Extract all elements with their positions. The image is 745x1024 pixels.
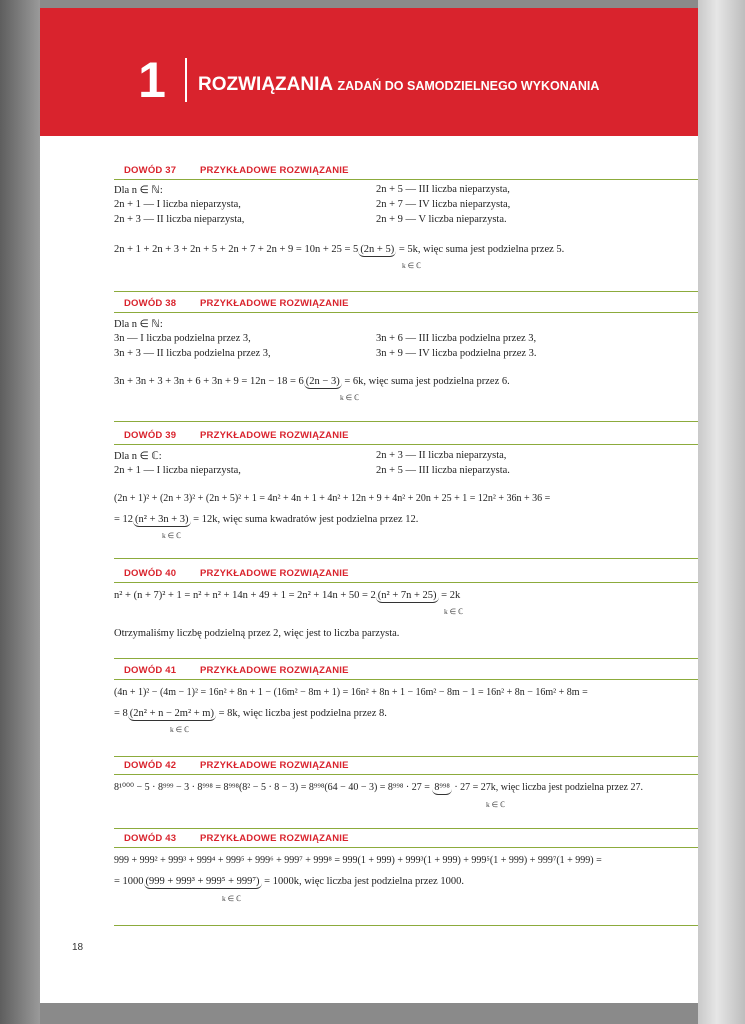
scan-right-edge bbox=[698, 0, 745, 1024]
solution-type: PRZYKŁADOWE ROZWIĄZANIE bbox=[200, 165, 349, 176]
text-line: 2n + 5 — III liczba nieparzysta, bbox=[376, 184, 510, 195]
solution-type: PRZYKŁADOWE ROZWIĄZANIE bbox=[200, 430, 349, 441]
k-integer-label: k ∈ ℂ bbox=[486, 800, 506, 809]
equation bbox=[114, 244, 564, 257]
proof-40 bbox=[114, 568, 698, 660]
eq-pre: 2n + 1 + 2n + 3 + 2n + 5 + 2n + 7 + 2n + 9 = 10n + 25 = 5 bbox=[114, 244, 359, 255]
eq-pre: = 8 bbox=[114, 708, 128, 719]
proof-42 bbox=[114, 760, 698, 830]
k-integer-label: k ∈ ℂ bbox=[340, 393, 360, 402]
equation-line: (2n + 1)² + (2n + 3)² + (2n + 5)² + 1 = 4n² + 4n + 1 + 4n² + 12n + 9 + 4n² + 20n + 25 + 1 = 12n² + 36n + 36 = bbox=[114, 493, 551, 504]
underbrace-term: (2n − 3) bbox=[305, 376, 340, 387]
eq-post: = 5k, więc suma jest podzielna przez 5. bbox=[396, 244, 565, 255]
section-heading bbox=[114, 298, 698, 313]
scan-left-edge bbox=[0, 0, 40, 1024]
solution-type: PRZYKŁADOWE ROZWIĄZANIE bbox=[200, 568, 349, 579]
equation bbox=[114, 876, 464, 889]
proof-label: DOWÓD 43 bbox=[124, 833, 177, 844]
section-heading bbox=[114, 760, 698, 775]
text-line: Dla n ∈ ℕ: bbox=[114, 185, 163, 196]
proof-label: DOWÓD 42 bbox=[124, 760, 177, 771]
solution-type: PRZYKŁADOWE ROZWIĄZANIE bbox=[200, 833, 349, 844]
text-line: 2n + 3 — II liczba nieparzysta, bbox=[376, 450, 507, 461]
eq-post: = 1000k, więc liczba jest podzielna przez 1000. bbox=[261, 876, 464, 887]
k-integer-label: k ∈ ℂ bbox=[170, 725, 190, 734]
chapter-title bbox=[198, 74, 599, 96]
proof-41 bbox=[114, 665, 698, 758]
k-integer-label: k ∈ ℂ bbox=[402, 261, 422, 270]
proof-label: DOWÓD 39 bbox=[124, 430, 177, 441]
underbrace-term: 8⁹⁹⁸ bbox=[434, 782, 450, 793]
proof-37 bbox=[114, 165, 698, 293]
underbrace-term: (999 + 999³ + 999⁵ + 999⁷) bbox=[145, 876, 260, 887]
k-integer-label: k ∈ ℂ bbox=[222, 894, 242, 903]
text-line: 3n + 9 — IV liczba podzielna przez 3. bbox=[376, 348, 537, 359]
text-line: Dla n ∈ ℂ: bbox=[114, 451, 162, 462]
underbrace-term: (2n + 5) bbox=[360, 244, 395, 255]
eq-pre: n² + (n + 7)² + 1 = n² + n² + 14n + 49 + 1 = 2n² + 14n + 50 = 2 bbox=[114, 590, 376, 601]
text-line: 2n + 7 — IV liczba nieparzysta, bbox=[376, 199, 511, 210]
section-heading bbox=[114, 833, 698, 848]
solution-type: PRZYKŁADOWE ROZWIĄZANIE bbox=[200, 298, 349, 309]
chapter-title-main: ROZWIĄZANIA bbox=[198, 74, 334, 95]
k-integer-label: k ∈ ℂ bbox=[444, 607, 464, 616]
section-rule bbox=[114, 756, 698, 757]
equation bbox=[114, 708, 387, 721]
section-rule bbox=[114, 421, 698, 422]
equation-line: (4n + 1)² − (4m − 1)² = 16n² + 8n + 1 − (16m² − 8m + 1) = 16n² + 8n + 1 − 16m² − 8m − 1 = 16n² + 8n − 16m² + 8m = bbox=[114, 687, 588, 698]
chapter-number: 1 bbox=[138, 52, 166, 108]
proof-label: DOWÓD 40 bbox=[124, 568, 177, 579]
section-heading bbox=[114, 665, 698, 680]
proof-label: DOWÓD 37 bbox=[124, 165, 177, 176]
proof-38 bbox=[114, 298, 698, 423]
text-line: 2n + 1 — I liczba nieparzysta, bbox=[114, 465, 241, 476]
eq-pre: = 1000 bbox=[114, 876, 144, 887]
eq-post: = 8k, więc liczba jest podzielna przez 8. bbox=[215, 708, 387, 719]
section-rule bbox=[114, 558, 698, 559]
text-line: 2n + 1 — I liczba nieparzysta, bbox=[114, 199, 241, 210]
equation bbox=[114, 376, 510, 389]
text-line: 2n + 9 — V liczba nieparzysta. bbox=[376, 214, 507, 225]
eq-pre: 3n + 3n + 3 + 3n + 6 + 3n + 9 = 12n − 18 = 6 bbox=[114, 376, 304, 387]
section-heading bbox=[114, 568, 698, 583]
equation-line: 999 + 999² + 999³ + 999⁴ + 999⁵ + 999⁶ + 999⁷ + 999⁸ = 999(1 + 999) + 999³(1 + 999) + 999⁵(1 + 999) + 999⁷(1 + 999) = bbox=[114, 855, 602, 866]
equation bbox=[114, 782, 643, 795]
section-rule bbox=[114, 925, 698, 926]
proof-43 bbox=[114, 833, 698, 928]
note-text: Otrzymaliśmy liczbę podzielną przez 2, więc jest to liczba parzysta. bbox=[114, 628, 400, 639]
text-line: Dla n ∈ ℕ: bbox=[114, 319, 163, 330]
chapter-title-sub: ZADAŃ DO SAMODZIELNEGO WYKONANIA bbox=[337, 79, 600, 93]
section-rule bbox=[114, 828, 698, 829]
underbrace-term: (n² + 7n + 25) bbox=[377, 590, 437, 601]
section-rule bbox=[114, 291, 698, 292]
eq-post: = 12k, więc suma kwadratów jest podzielna przez 12. bbox=[190, 514, 419, 525]
chapter-header bbox=[40, 8, 698, 136]
underbrace-term: (n² + 3n + 3) bbox=[135, 514, 189, 525]
equation bbox=[114, 590, 460, 603]
equation bbox=[114, 514, 418, 527]
eq-post: = 6k, więc suma jest podzielna przez 6. bbox=[341, 376, 510, 387]
section-rule bbox=[114, 658, 698, 659]
text-line: 3n — I liczba podzielna przez 3, bbox=[114, 333, 251, 344]
page-number: 18 bbox=[72, 942, 84, 953]
text-line: 3n + 3 — II liczba podzielna przez 3, bbox=[114, 348, 271, 359]
eq-pre: 8¹⁰⁰⁰ − 5 · 8⁹⁹⁹ − 3 · 8⁹⁹⁸ = 8⁹⁹⁸(8² − 5 · 8 − 3) = 8⁹⁹⁸(64 − 40 − 3) = 8⁹⁹⁸ · 27 = bbox=[114, 782, 433, 793]
underbrace-term: (2n² + n − 2m² + m) bbox=[129, 708, 214, 719]
proof-39 bbox=[114, 430, 698, 560]
chapter-divider bbox=[185, 58, 187, 102]
proof-label: DOWÓD 38 bbox=[124, 298, 177, 309]
solution-type: PRZYKŁADOWE ROZWIĄZANIE bbox=[200, 760, 349, 771]
eq-pre: = 12 bbox=[114, 514, 134, 525]
eq-post: · 27 = 27k, więc liczba jest podzielna przez 27. bbox=[451, 782, 643, 793]
solution-type: PRZYKŁADOWE ROZWIĄZANIE bbox=[200, 665, 349, 676]
text-line: 2n + 5 — III liczba nieparzysta. bbox=[376, 465, 510, 476]
eq-post: = 2k bbox=[438, 590, 461, 601]
section-heading bbox=[114, 165, 698, 180]
k-integer-label: k ∈ ℂ bbox=[162, 531, 182, 540]
section-heading bbox=[114, 430, 698, 445]
text-line: 2n + 3 — II liczba nieparzysta, bbox=[114, 214, 245, 225]
book-page bbox=[40, 8, 698, 1003]
proof-label: DOWÓD 41 bbox=[124, 665, 177, 676]
text-line: 3n + 6 — III liczba podzielna przez 3, bbox=[376, 333, 537, 344]
